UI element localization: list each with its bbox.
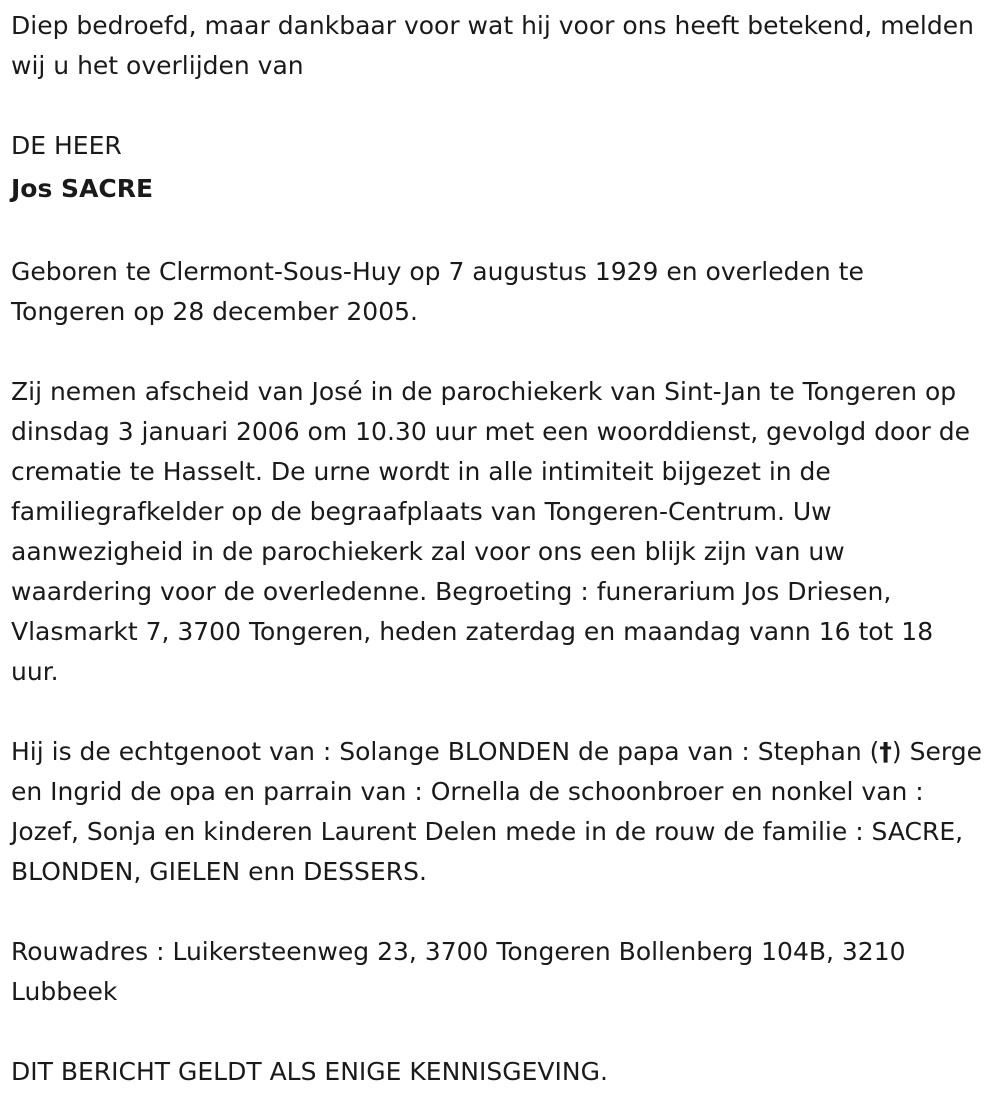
spacer (11, 1012, 986, 1052)
cross-icon: † (879, 737, 892, 766)
deceased-name: Jos SACRE (11, 174, 154, 203)
spacer (11, 332, 986, 372)
honorific: DE HEER (11, 131, 122, 160)
family-text (11, 732, 986, 892)
birth-death-text: Geboren te Clermont-Sous-Huy op 7 augustus 1929 en overleden te Tongeren op 28 december 2005. (11, 257, 864, 326)
spacer (11, 86, 986, 126)
family-text-part-2: ) Serge en Ingrid de opa en parrain van : Ornella de schoonbroer en nonkel van : Jozef, Sonja en kinderen Laurent Delen mede in de rouw de familie : SACRE, BLONDEN, GIELEN enn DESSERS. (11, 737, 982, 886)
family-text-part-1: Hij is de echtgenoot van : Solange BLONDEN de papa van : Stephan ( (11, 737, 880, 766)
closing-statement: DIT BERICHT GELDT ALS ENIGE KENNISGEVING. (11, 1057, 608, 1086)
spacer (11, 892, 986, 932)
intro-text: Diep bedroefd, maar dankbaar voor wat hij voor ons heeft betekend, melden wij u het overlijden van (11, 11, 974, 80)
ceremony-text: Zij nemen afscheid van José in de parochiekerk van Sint-Jan te Tongeren op dinsdag 3 januari 2006 om 10.30 uur met een woorddienst, gevolgd door de crematie te Hasselt. De urne wordt in alle intimiteit bijgezet in de familiegrafkelder op de begraafplaats van Tongeren-Centrum. Uw aanwezigheid in de parochiekerk zal voor ons een blijk zijn van uw waardering voor de overledenne. Begroeting : funerarium Jos Driesen, Vlasmarkt 7, 3700 Tongeren, heden zaterdag en maandag vann 16 tot 18 uur. (11, 377, 971, 686)
death-notice (11, 6, 986, 1092)
mourning-address: Rouwadres : Luikersteenweg 23, 3700 Tongeren Bollenberg 104B, 3210 Lubbeek (11, 937, 906, 1006)
spacer (11, 692, 986, 732)
spacer (11, 212, 986, 252)
